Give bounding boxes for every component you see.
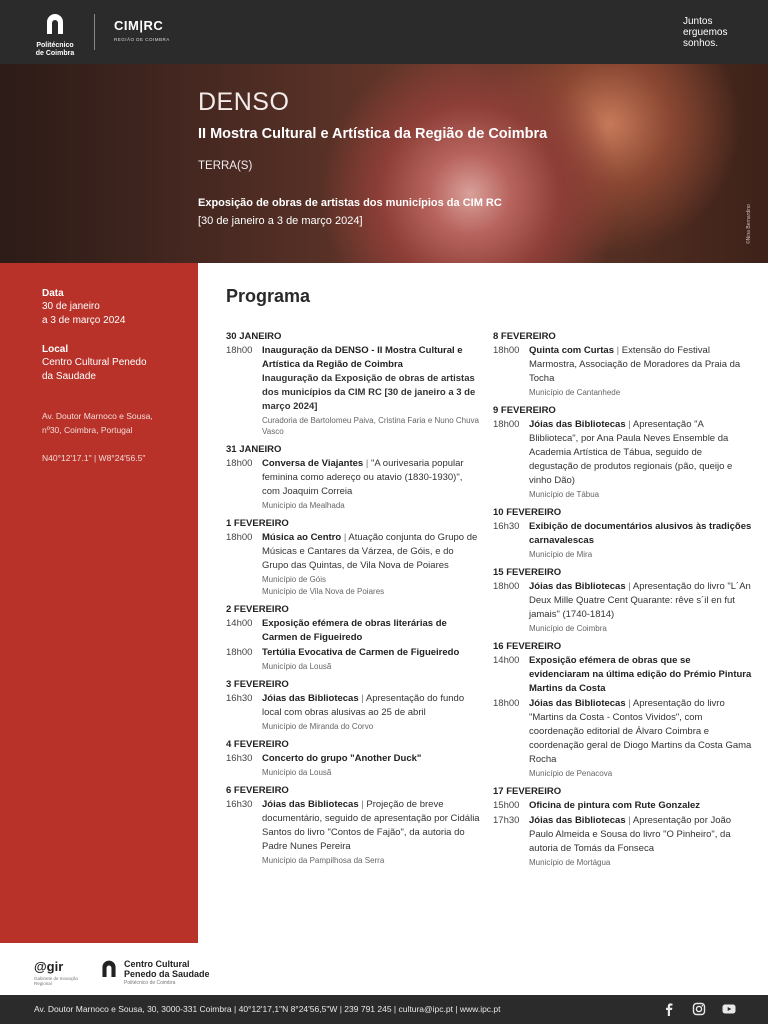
program-day bbox=[493, 567, 753, 634]
event-title: Jóias das Bibliotecas bbox=[262, 693, 359, 704]
event-title: Jóias das Bibliotecas bbox=[529, 419, 626, 430]
info-sidebar bbox=[0, 263, 198, 943]
program-day bbox=[226, 739, 482, 778]
event-body bbox=[529, 344, 753, 398]
contact-info: Av. Doutor Marnoco e Sousa, 30, 3000-331 Coimbra | 40°12'17,1"N 8°24'56,5"W | 239 791 245 | cultura@ipc.pt | www.ipc.pt bbox=[34, 1004, 501, 1014]
program-event[interactable] bbox=[493, 697, 753, 779]
event-title: Exposição efémera de obras que se evidenciaram na última edição do Prémio Pintura Martins da Costa bbox=[529, 655, 752, 694]
place-line: Centro Cultural Penedo bbox=[42, 357, 147, 368]
event-note: Município de Miranda do Corvo bbox=[262, 722, 374, 731]
event-title: Oficina de pintura com Rute Gonzalez bbox=[529, 800, 701, 811]
separator-bar: | bbox=[614, 345, 622, 356]
event-body bbox=[262, 646, 482, 672]
address-line: nº30, Coimbra, Portugal bbox=[42, 425, 133, 435]
event-time: 18h00 bbox=[226, 532, 253, 543]
event-title: Música ao Centro bbox=[262, 532, 342, 543]
event-body bbox=[262, 344, 482, 437]
day-heading: 16 FEVEREIRO bbox=[493, 641, 562, 652]
event-time: 16h30 bbox=[226, 799, 253, 810]
event-title: Exposição efémera de obras literárias de Carmen de Figueiredo bbox=[262, 618, 447, 643]
event-body bbox=[529, 654, 753, 696]
event-note: Município da Pampilhosa da Serra bbox=[262, 856, 385, 865]
day-heading: 31 JANEIRO bbox=[226, 444, 282, 455]
ccps-name-line: Centro Cultural bbox=[124, 959, 190, 969]
date-value bbox=[42, 300, 192, 328]
separator-bar: | bbox=[358, 799, 367, 810]
date-label: Data bbox=[42, 288, 64, 299]
event-title: Tertúlia Evocativa de Carmen de Figueiredo bbox=[262, 647, 460, 658]
exhibition-title: Exposição de obras de artistas dos municípios da CIM RC bbox=[198, 197, 502, 209]
coordinates: N40°12'17.1" | W8°24'56.5" bbox=[42, 453, 146, 463]
cim-logo[interactable] bbox=[114, 18, 174, 42]
event-time: 18h00 bbox=[226, 647, 253, 658]
program-event[interactable] bbox=[493, 344, 753, 398]
ipc-logo[interactable] bbox=[30, 12, 80, 58]
top-bar bbox=[0, 0, 768, 64]
day-heading: 30 JANEIRO bbox=[226, 331, 282, 342]
event-body bbox=[529, 580, 753, 634]
event-title: Quinta com Curtas bbox=[529, 345, 614, 356]
event-time: 17h30 bbox=[493, 815, 520, 826]
program-event[interactable] bbox=[226, 798, 482, 866]
separator-bar: | bbox=[625, 419, 633, 430]
event-title: Concerto do grupo "Another Duck" bbox=[262, 753, 422, 764]
program-day bbox=[226, 679, 482, 732]
day-heading: 2 FEVEREIRO bbox=[226, 604, 289, 615]
event-note: Município de Cantanhede bbox=[529, 388, 621, 397]
event-description: Apresentação do fundo local com obras alusivas ao 25 de abril bbox=[262, 693, 465, 718]
exhibition-dates: [30 de janeiro a 3 de março 2024] bbox=[198, 215, 363, 227]
event-time: 16h30 bbox=[493, 521, 520, 532]
event-body bbox=[262, 798, 482, 866]
program-event[interactable] bbox=[493, 814, 753, 868]
ipc-logo-line1: Politécnico bbox=[36, 42, 74, 49]
address bbox=[42, 409, 192, 437]
program-event[interactable] bbox=[493, 580, 753, 634]
day-heading: 6 FEVEREIRO bbox=[226, 785, 289, 796]
event-title: DENSO bbox=[198, 88, 290, 116]
event-note: Município da Lousã bbox=[262, 662, 332, 671]
cim-logo-text: CIM|RC bbox=[114, 18, 164, 33]
ccps-name bbox=[124, 959, 210, 979]
date-line: a 3 de março 2024 bbox=[42, 315, 126, 326]
event-title: Inauguração da DENSO - II Mostra Cultural e Artística da Região de Coimbra bbox=[262, 345, 463, 370]
event-time: 18h00 bbox=[493, 581, 520, 592]
event-time: 18h00 bbox=[493, 345, 520, 356]
event-body bbox=[262, 692, 482, 732]
event-body bbox=[529, 697, 753, 779]
event-time: 15h00 bbox=[493, 800, 520, 811]
slogan bbox=[683, 16, 753, 49]
event-note: Município de Góis bbox=[262, 575, 327, 584]
day-heading: 10 FEVEREIRO bbox=[493, 507, 562, 518]
gir-logo[interactable] bbox=[34, 959, 84, 986]
program-day bbox=[493, 331, 753, 398]
event-body bbox=[529, 814, 753, 868]
event-description: Apresentação do livro "Martins da Costa - Contos Vividos", com coordenação editorial de Álvaro Coimbra e coordenação geral de Diogo Martins da Costa Gama Rocha bbox=[529, 698, 752, 765]
event-note: Município de Vila Nova de Poiares bbox=[262, 587, 385, 596]
event-time: 18h00 bbox=[493, 698, 520, 709]
event-description: Apresentação do livro "L´An Deux Mille Quatre Cent Quarante: rêve s´il en fut jamais" (1740-1814) bbox=[529, 581, 751, 620]
event-body bbox=[529, 799, 753, 813]
program-day bbox=[493, 507, 753, 560]
program-event[interactable] bbox=[226, 692, 482, 732]
event-extra: Inauguração da Exposição de obras de artistas dos municípios da CIM RC [30 de janeiro a 3 de março 2024] bbox=[262, 373, 476, 412]
event-description: "A ourivesaria popular feminina como adereço ou atavio (1830-1930)", com Joaquim Correia bbox=[262, 458, 464, 497]
day-heading: 17 FEVEREIRO bbox=[493, 786, 562, 797]
program-event[interactable] bbox=[493, 799, 753, 813]
event-time: 14h00 bbox=[493, 655, 520, 666]
ccps-subtitle: Politécnico de Coimbra bbox=[124, 980, 176, 986]
event-time: 18h00 bbox=[493, 419, 520, 430]
event-note: Município de Tábua bbox=[529, 490, 600, 499]
date-line: 30 de janeiro bbox=[42, 301, 100, 312]
slogan-line: erguemos bbox=[683, 27, 728, 38]
bottom-bar bbox=[0, 995, 768, 1024]
program-day bbox=[493, 405, 753, 500]
event-note: Município da Mealhada bbox=[262, 501, 345, 510]
separator-bar: | bbox=[625, 815, 633, 826]
slogan-line: sonhos. bbox=[683, 38, 719, 49]
event-description: Apresentação por João Paulo Almeida e Sousa do livro "O Pinheiro", da autoria de Tomás da Fonseca bbox=[529, 815, 732, 854]
program-day bbox=[226, 518, 482, 597]
place-label: Local bbox=[42, 344, 69, 355]
gir-subtitle: Gabinete de Inovação Regional bbox=[34, 976, 79, 986]
event-note: Município de Mortágua bbox=[529, 858, 611, 867]
event-title: Exibição de documentários alusivos às tradições carnavalescas bbox=[529, 521, 752, 546]
event-time: 16h30 bbox=[226, 693, 253, 704]
event-description: Projeção de breve documentário, seguido de apresentação por Cidália Santos do livro "Contos de Fajão", da autoria do Padre Nunes Pereira bbox=[262, 799, 480, 852]
event-theme: TERRA(S) bbox=[198, 160, 253, 172]
logo-divider bbox=[94, 14, 95, 50]
event-title: Jóias das Bibliotecas bbox=[529, 581, 626, 592]
slogan-line: Juntos bbox=[683, 16, 713, 27]
event-body bbox=[529, 520, 753, 560]
program-title: Programa bbox=[226, 286, 311, 306]
separator-bar: | bbox=[363, 458, 371, 469]
event-title: Conversa de Viajantes bbox=[262, 458, 364, 469]
separator-bar: | bbox=[358, 693, 366, 704]
program-event[interactable] bbox=[493, 654, 753, 696]
event-note: Município de Mira bbox=[529, 550, 593, 559]
program-event[interactable] bbox=[226, 617, 482, 645]
separator-bar: | bbox=[625, 698, 633, 709]
hero-banner bbox=[0, 64, 768, 263]
program-day bbox=[226, 604, 482, 672]
event-note: Município de Coimbra bbox=[529, 624, 607, 633]
program-column-left bbox=[226, 331, 482, 873]
event-note: Município da Lousã bbox=[262, 768, 332, 777]
event-body bbox=[262, 752, 482, 778]
place-value bbox=[42, 356, 192, 384]
event-time: 18h00 bbox=[226, 345, 253, 356]
program-day bbox=[226, 444, 482, 511]
event-body bbox=[262, 531, 482, 597]
program-event[interactable] bbox=[226, 457, 482, 511]
day-heading: 1 FEVEREIRO bbox=[226, 518, 289, 529]
program-event[interactable] bbox=[226, 752, 482, 778]
day-heading: 15 FEVEREIRO bbox=[493, 567, 562, 578]
day-heading: 8 FEVEREIRO bbox=[493, 331, 556, 342]
event-body bbox=[262, 617, 482, 645]
ccps-name-line: Penedo da Saudade bbox=[124, 969, 210, 979]
footer-logos bbox=[0, 943, 768, 995]
instagram-icon[interactable] bbox=[692, 1002, 706, 1016]
place-line: da Saudade bbox=[42, 371, 96, 382]
facebook-icon[interactable] bbox=[662, 1002, 676, 1016]
program-day bbox=[493, 786, 753, 868]
program-day bbox=[226, 331, 482, 437]
event-time: 16h30 bbox=[226, 753, 253, 764]
ipc-logo-line2: de Coimbra bbox=[35, 50, 75, 57]
program-column-right bbox=[493, 331, 753, 875]
arch-icon bbox=[45, 12, 65, 34]
program-event[interactable] bbox=[226, 344, 482, 437]
address-line: Av. Doutor Marnoco e Sousa, bbox=[42, 411, 153, 421]
event-title: Jóias das Bibliotecas bbox=[529, 815, 626, 826]
event-description: Extensão do Festival Marmostra, Associação de Moradores da Praia da Tocha bbox=[529, 345, 741, 384]
event-description: Atuação conjunta do Grupo de Músicas e Cantares da Várzea, de Góis, e do Grupo das Quintas, de Vila Nova de Poiares bbox=[262, 532, 478, 571]
separator-bar: | bbox=[625, 581, 633, 592]
event-description: Apresentação "A Bliblioteca", por Ana Paula Neves Ensemble da Academia Artística de Tábua, seguido de degustação de produtos regionais (pão, queijo e vinho Dão) bbox=[529, 419, 733, 486]
program-day bbox=[493, 641, 753, 779]
event-time: 14h00 bbox=[226, 618, 253, 629]
cim-logo-sub: REGIÃO DE COIMBRA bbox=[114, 37, 170, 42]
event-subtitle: II Mostra Cultural e Artística da Região de Coimbra bbox=[198, 126, 548, 142]
event-title: Jóias das Bibliotecas bbox=[529, 698, 626, 709]
day-heading: 9 FEVEREIRO bbox=[493, 405, 556, 416]
program-event[interactable] bbox=[226, 531, 482, 597]
program-event[interactable] bbox=[493, 418, 753, 500]
day-heading: 4 FEVEREIRO bbox=[226, 739, 289, 750]
program-event[interactable] bbox=[226, 646, 482, 672]
program-day bbox=[226, 785, 482, 866]
event-body bbox=[262, 457, 482, 511]
event-body bbox=[529, 418, 753, 500]
gir-title: @gir bbox=[34, 959, 64, 974]
youtube-icon[interactable] bbox=[722, 1002, 736, 1016]
arch-icon bbox=[100, 959, 118, 977]
event-time: 18h00 bbox=[226, 458, 253, 469]
event-note: Município de Penacova bbox=[529, 769, 613, 778]
day-heading: 3 FEVEREIRO bbox=[226, 679, 289, 690]
event-note: Curadoria de Bartolomeu Paiva, Cristina Faria e Nuno Chuva Vasco bbox=[262, 416, 479, 436]
program-event[interactable] bbox=[493, 520, 753, 560]
event-title: Jóias das Bibliotecas bbox=[262, 799, 359, 810]
separator-bar: | bbox=[341, 532, 349, 543]
photo-credit: ©Nina Bernardino bbox=[746, 204, 752, 244]
